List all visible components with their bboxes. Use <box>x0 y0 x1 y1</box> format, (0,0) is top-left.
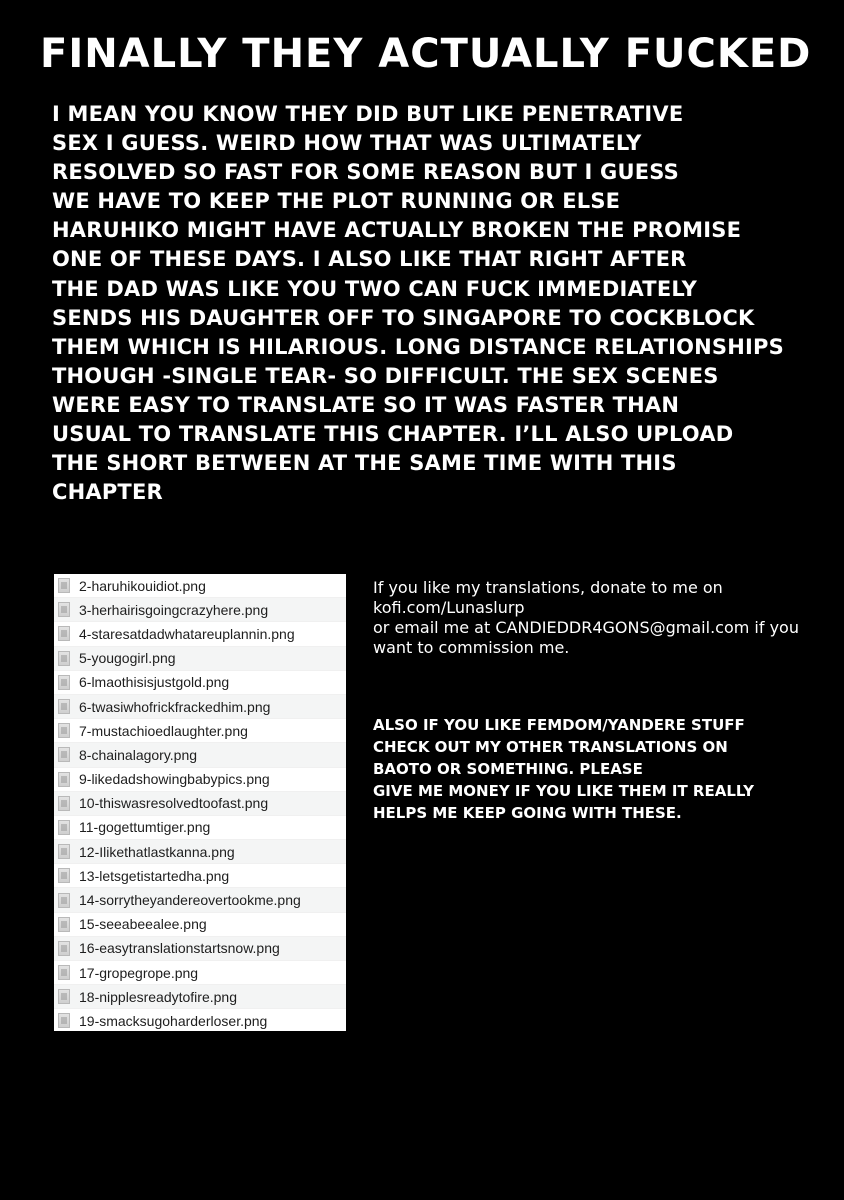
file-name: 9-likedadshowingbabypics.png <box>79 771 270 788</box>
body-line: THE SHORT BETWEEN AT THE SAME TIME WITH THIS <box>52 451 677 476</box>
file-row[interactable] <box>54 961 346 985</box>
femdom-line: HELPS ME KEEP GOING WITH THESE. <box>373 804 682 822</box>
femdom-line: CHECK OUT MY OTHER TRANSLATIONS ON <box>373 738 728 756</box>
file-row[interactable] <box>54 985 346 1009</box>
file-name: 4-staresatdadwhatareuplannin.png <box>79 625 295 642</box>
donate-line: want to commission me. <box>373 638 570 657</box>
image-file-icon <box>58 1013 70 1028</box>
image-file-icon <box>58 893 70 908</box>
file-name: 17-gropegrope.png <box>79 964 199 981</box>
file-name: 16-easytranslationstartsnow.png <box>79 940 280 957</box>
file-name: 6-lmaothisisjustgold.png <box>79 674 230 691</box>
file-row[interactable] <box>54 622 346 646</box>
file-name: 12-Ilikethatlastkanna.png <box>79 843 235 860</box>
file-row[interactable] <box>54 598 346 622</box>
file-name: 10-thiswasresolvedtoofast.png <box>79 795 269 812</box>
file-name: 6-twasiwhofrickfrackedhim.png <box>79 698 271 715</box>
image-file-icon <box>58 578 70 593</box>
file-name: 18-nipplesreadytofire.png <box>79 988 237 1005</box>
body-line: SENDS HIS DAUGHTER OFF TO SINGAPORE TO COCKBLOCK <box>52 305 755 330</box>
translator-note-body <box>52 100 842 507</box>
file-name: 13-letsgetistartedha.png <box>79 867 230 884</box>
body-line: SEX I GUESS. WEIRD HOW THAT WAS ULTIMATELY <box>52 131 642 156</box>
kofi-link[interactable]: kofi.com/Lunaslurp <box>373 598 525 617</box>
file-name: 15-seeabeealee.png <box>79 916 207 933</box>
body-line: THOUGH -SINGLE TEAR- SO DIFFICULT. THE SEX SCENES <box>52 363 719 388</box>
body-line: HARUHIKO MIGHT HAVE ACTUALLY BROKEN THE PROMISE <box>52 218 742 243</box>
image-file-icon <box>58 868 70 883</box>
body-line: WERE EASY TO TRANSLATE SO IT WAS FASTER THAN <box>52 392 680 417</box>
file-row[interactable] <box>54 671 346 695</box>
file-name: 2-haruhikouidiot.png <box>79 577 206 594</box>
femdom-line: BAOTO OR SOMETHING. PLEASE <box>373 760 643 778</box>
image-file-icon <box>58 626 70 641</box>
femdom-line: GIVE ME MONEY IF YOU LIKE THEM IT REALLY <box>373 782 754 800</box>
body-line: WE HAVE TO KEEP THE PLOT RUNNING OR ELSE <box>52 189 621 214</box>
file-row[interactable] <box>54 719 346 743</box>
file-name: 3-herhairisgoingcrazyhere.png <box>79 601 269 618</box>
file-row[interactable] <box>54 574 346 598</box>
file-name: 7-mustachioedlaughter.png <box>79 722 248 739</box>
image-file-icon <box>58 796 70 811</box>
image-file-icon <box>58 747 70 762</box>
image-file-icon <box>58 651 70 666</box>
donate-line: If you like my translations, donate to me on <box>373 578 723 597</box>
file-name: 19-smacksugoharderloser.png <box>79 1012 268 1029</box>
image-file-icon <box>58 965 70 980</box>
file-row[interactable] <box>54 743 346 767</box>
image-file-icon <box>58 917 70 932</box>
file-row[interactable] <box>54 792 346 816</box>
file-row[interactable] <box>54 695 346 719</box>
file-row[interactable] <box>54 937 346 961</box>
body-line: ONE OF THESE DAYS. I ALSO LIKE THAT RIGHT AFTER <box>52 247 687 272</box>
body-line: THE DAD WAS LIKE YOU TWO CAN FUCK IMMEDIATELY <box>52 276 698 301</box>
page-title: FINALLY THEY ACTUALLY FUCKED <box>40 31 812 77</box>
image-file-icon <box>58 602 70 617</box>
image-file-icon <box>58 772 70 787</box>
file-row[interactable] <box>54 1009 346 1031</box>
image-file-icon <box>58 844 70 859</box>
image-file-icon <box>58 723 70 738</box>
file-row[interactable] <box>54 888 346 912</box>
file-name: 14-sorrytheyandereovertookme.png <box>79 892 301 909</box>
image-file-icon <box>58 989 70 1004</box>
file-row[interactable] <box>54 840 346 864</box>
image-file-icon <box>58 675 70 690</box>
file-row[interactable] <box>54 768 346 792</box>
image-file-icon <box>58 699 70 714</box>
file-row[interactable] <box>54 864 346 888</box>
file-row[interactable] <box>54 647 346 671</box>
femdom-note <box>373 714 839 824</box>
file-row[interactable] <box>54 816 346 840</box>
email-line: or email me at CANDIEDDR4GONS@gmail.com if you <box>373 618 799 637</box>
femdom-line: ALSO IF YOU LIKE FEMDOM/YANDERE STUFF <box>373 716 745 734</box>
body-line: CHAPTER <box>52 480 163 505</box>
donate-note <box>373 578 839 658</box>
body-line: I MEAN YOU KNOW THEY DID BUT LIKE PENETRATIVE <box>52 102 684 126</box>
file-list <box>54 574 346 1031</box>
image-file-icon <box>58 820 70 835</box>
file-name: 5-yougogirl.png <box>79 650 176 667</box>
file-row[interactable] <box>54 913 346 937</box>
file-name: 11-gogettumtiger.png <box>79 819 211 836</box>
body-line: RESOLVED SO FAST FOR SOME REASON BUT I GUESS <box>52 160 679 185</box>
file-name: 8-chainalagory.png <box>79 746 198 763</box>
body-line: THEM WHICH IS HILARIOUS. LONG DISTANCE RELATIONSHIPS <box>52 334 784 359</box>
body-line: USUAL TO TRANSLATE THIS CHAPTER. I’LL ALSO UPLOAD <box>52 422 734 447</box>
image-file-icon <box>58 941 70 956</box>
